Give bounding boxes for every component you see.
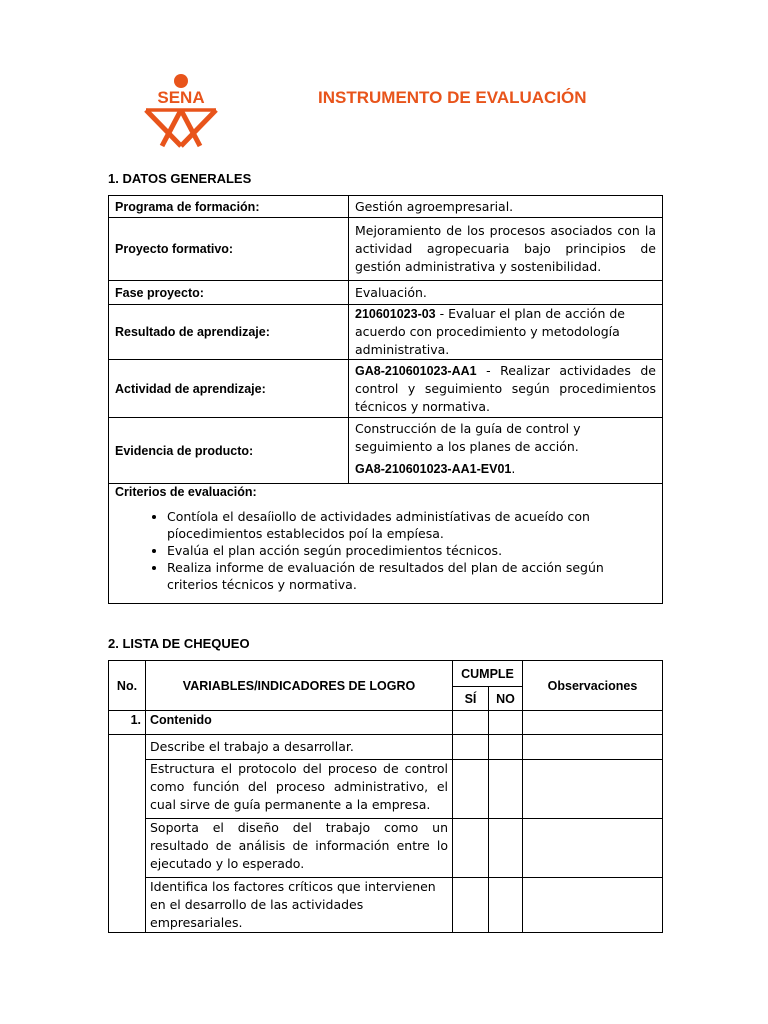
label-criterios: Criterios de evaluación:	[115, 485, 257, 499]
lista-chequeo-table	[108, 660, 663, 933]
indicator-text: Soporta el diseño del trabajo como un resultado de análisis de información entre lo ejecutado y lo esperado.	[146, 819, 453, 878]
value-resultado	[349, 305, 663, 360]
code-resultado: 210601023-03	[355, 307, 436, 321]
group-number: 1.	[109, 711, 146, 735]
empty-no-cell	[109, 735, 146, 760]
table-row	[109, 878, 663, 933]
row-resultado	[109, 305, 663, 360]
label-resultado: Resultado de aprendizaje:	[109, 305, 349, 360]
label-programa: Programa de formación:	[109, 196, 349, 218]
value-evidencia	[349, 418, 663, 484]
header-cumple: CUMPLE	[453, 661, 523, 687]
cell-no[interactable]	[489, 819, 523, 878]
cell-no[interactable]	[489, 711, 523, 735]
row-evidencia	[109, 418, 663, 484]
value-programa: Gestión agroempresarial.	[349, 196, 663, 218]
document-title: INSTRUMENTO DE EVALUACIÓN	[318, 88, 587, 107]
group-title: Contenido	[146, 711, 453, 735]
cell-observaciones[interactable]	[523, 760, 663, 819]
suffix-evidencia: .	[511, 461, 516, 476]
text-evidencia: Construcción de la guía de control y seguimiento a los planes de acción.	[355, 421, 581, 454]
criterios-cell	[109, 484, 663, 604]
group-row	[109, 711, 663, 735]
header-row	[109, 661, 663, 687]
table-row	[109, 735, 663, 760]
code-evidencia: GA8-210601023-AA1-EV01	[355, 462, 512, 476]
criterio-item: • Contíola el desaíiollo de actividades administíativas de acueído con píocedimientos establecidos poí la empíesa.	[167, 508, 656, 542]
label-evidencia: Evidencia de producto:	[109, 418, 349, 484]
header-no-cumple: NO	[489, 687, 523, 711]
cell-observaciones[interactable]	[523, 878, 663, 933]
cell-no[interactable]	[489, 735, 523, 760]
section-lista-chequeo: 2. LISTA DE CHEQUEO	[108, 636, 250, 651]
criterio-item: • Realiza informe de evaluación de resultados del plan de acción según criterios técnicos y normativa.	[167, 559, 656, 593]
cell-no[interactable]	[489, 760, 523, 819]
empty-no-cell	[109, 878, 146, 933]
table-row	[109, 760, 663, 819]
row-fase	[109, 281, 663, 305]
label-actividad: Actividad de aprendizaje:	[109, 360, 349, 418]
indicator-text: Estructura el protocolo del proceso de control como función del proceso administrativo, el cual sirve de guía permanente a la empresa.	[146, 760, 453, 819]
indicator-text: Describe el trabajo a desarrollar.	[146, 735, 453, 760]
criterio-item: • Evalúa el plan acción según procedimientos técnicos.	[167, 542, 656, 559]
datos-generales-table	[108, 195, 663, 604]
row-actividad	[109, 360, 663, 418]
header-observaciones: Observaciones	[523, 661, 663, 711]
row-programa	[109, 196, 663, 218]
criterios-list	[115, 508, 656, 593]
cell-si[interactable]	[453, 819, 489, 878]
value-actividad	[349, 360, 663, 418]
cell-observaciones[interactable]	[523, 735, 663, 760]
row-criterios	[109, 484, 663, 604]
cell-observaciones[interactable]	[523, 819, 663, 878]
empty-no-cell	[109, 760, 146, 819]
empty-no-cell	[109, 819, 146, 878]
label-proyecto: Proyecto formativo:	[109, 218, 349, 281]
cell-si[interactable]	[453, 878, 489, 933]
indicator-text: Identifica los factores críticos que intervienen en el desarrollo de las actividades empresariales.	[146, 878, 453, 933]
text-actividad: - Realizar actividades de control y seguimiento según procedimientos técnicos y normativa.	[355, 362, 656, 414]
sena-logo	[140, 72, 222, 152]
sena-logo-graphic	[140, 72, 222, 152]
table-row	[109, 819, 663, 878]
header-variables: VARIABLES/INDICADORES DE LOGRO	[146, 661, 453, 711]
cell-no[interactable]	[489, 878, 523, 933]
logo-text: SENA	[157, 88, 205, 107]
cell-si[interactable]	[453, 711, 489, 735]
cell-si[interactable]	[453, 735, 489, 760]
row-proyecto	[109, 218, 663, 281]
label-fase: Fase proyecto:	[109, 281, 349, 305]
section-datos-generales: 1. DATOS GENERALES	[108, 171, 252, 186]
value-fase: Evaluación.	[349, 281, 663, 305]
cell-si[interactable]	[453, 760, 489, 819]
code-actividad: GA8-210601023-AA1	[355, 363, 477, 378]
text-resultado: - Evaluar el plan de acción de acuerdo con procedimiento y metodología administrativa.	[355, 306, 625, 357]
header-si: SÍ	[453, 687, 489, 711]
value-proyecto: Mejoramiento de los procesos asociados con la actividad agropecuaria bajo principios de gestión administrativa y sostenibilidad.	[349, 218, 663, 281]
cell-observaciones[interactable]	[523, 711, 663, 735]
header-no: No.	[109, 661, 146, 711]
